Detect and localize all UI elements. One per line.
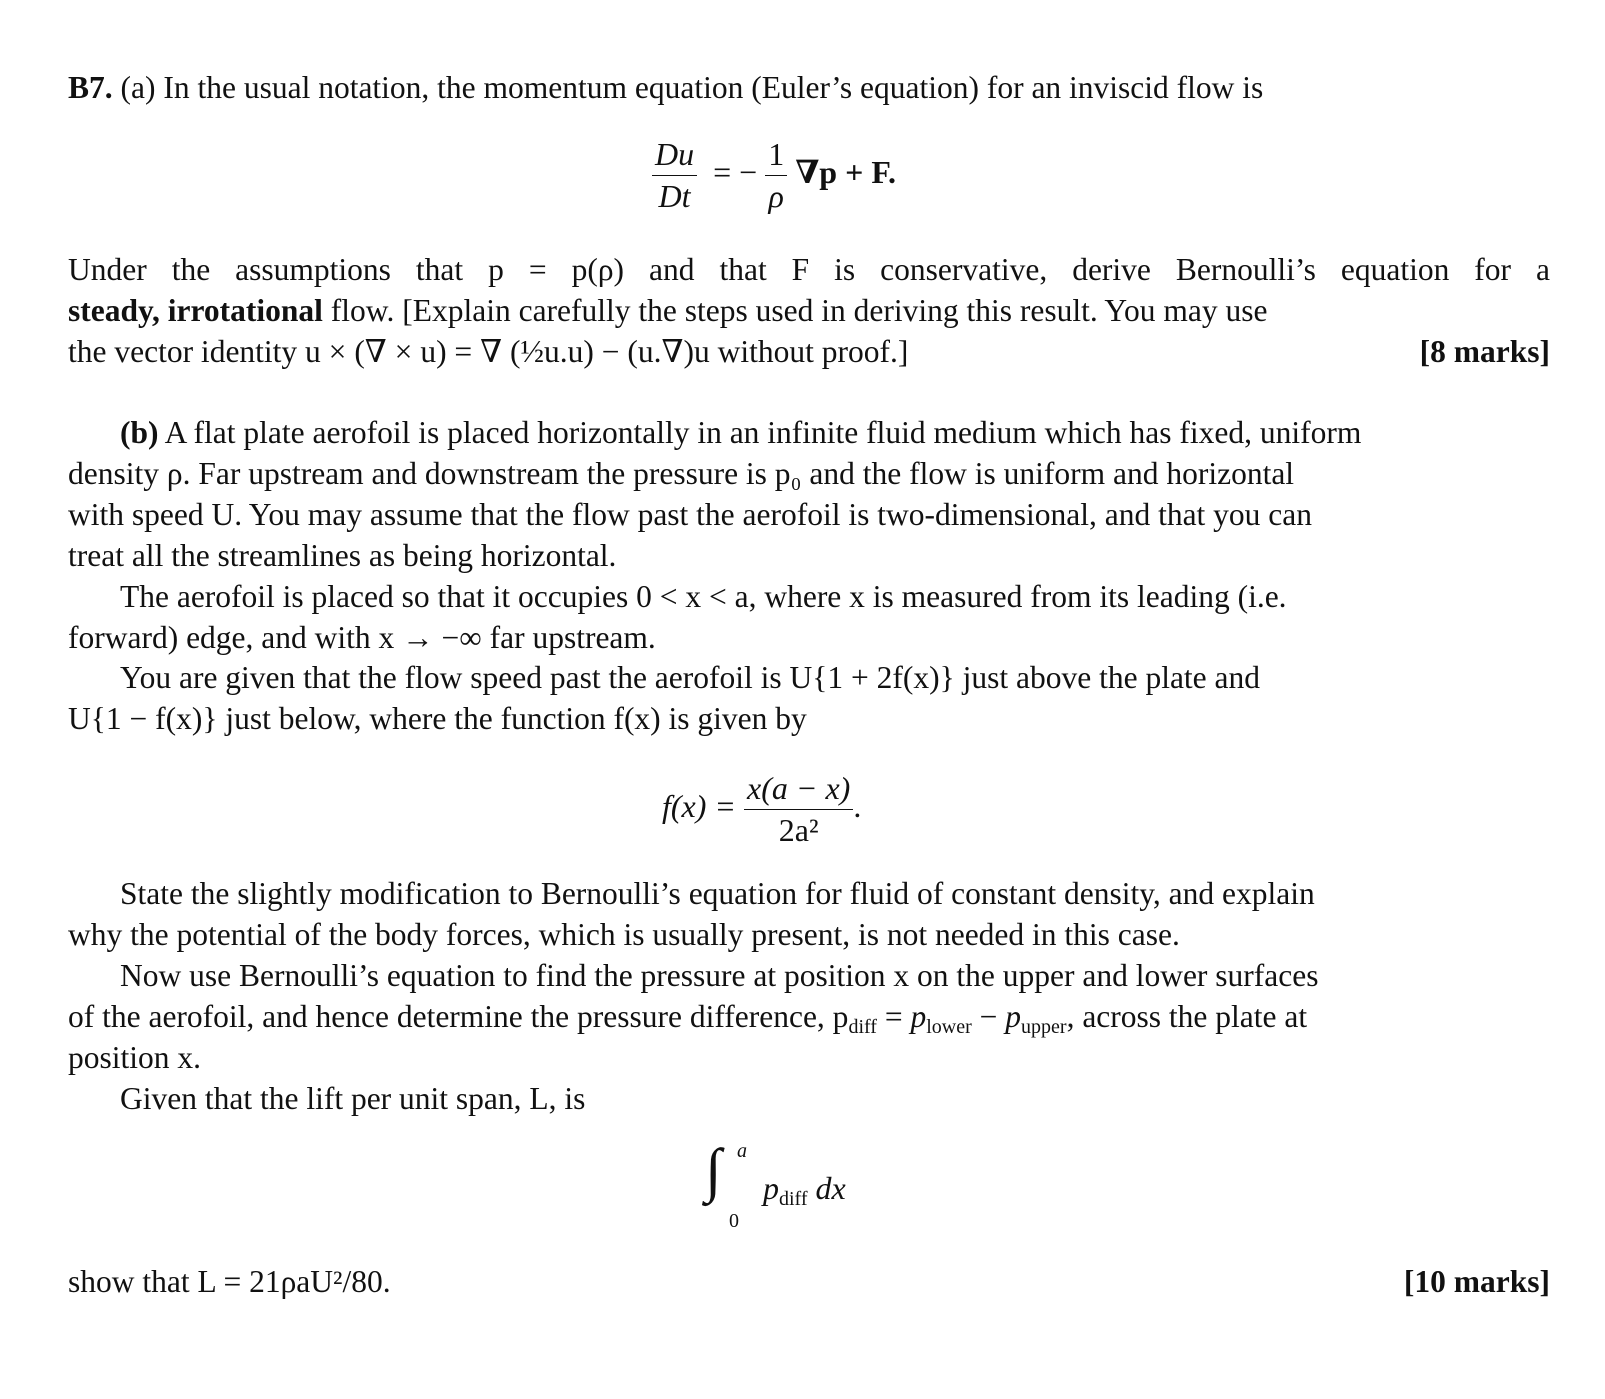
part-b-para5-2: position x. [68,1040,202,1075]
pdiff-sub: diff [848,1016,877,1038]
part-b-para6: Given that the lift per unit span, L, is [120,1081,586,1116]
plower-sub: lower [926,1016,972,1038]
part-b-para5-0: Now use Bernoulli’s equation to find the pressure at position x on the upper and lower surfaces [120,958,1319,993]
part-b-para1-3: treat all the streamlines as being horizontal. [68,538,617,573]
part-b-para3-0: You are given that the flow speed past the aerofoil is U{1 + 2f(x)} just above the plate and [120,660,1261,695]
part-b-para1-0: A flat plate aerofoil is placed horizontally in an infinite fluid medium which has fixed, uniform [164,415,1362,450]
euler-lhs-den: Dt [658,178,691,214]
part-b-para3-1: U{1 − f(x)} just below, where the function f(x) is given by [68,701,807,736]
pdiff-intro: of the aerofoil, and hence determine the pressure difference, p [68,999,849,1034]
integrand: p [763,1170,779,1206]
euler-rhs-rest: ∇p + F. [795,153,896,190]
f-den: 2a² [778,812,819,848]
pupper-sub: upper [1021,1016,1067,1038]
final-line [68,1261,1550,1303]
part-b-para2-1: forward) edge, and with x → −∞ far upstream. [68,620,656,655]
integral-upper: a [737,1140,747,1162]
part-a-marks: [8 marks] [1419,334,1550,369]
integrand-sub: diff [779,1188,808,1210]
part-b-label: (b) [120,415,159,450]
euler-rhs-num: 1 [765,136,787,176]
part-b-marks: [10 marks] [1403,1264,1550,1299]
euler-rhs-den: ρ [768,178,784,214]
vector-identity-text: the vector identity u × (∇ × u) = ∇ (½u.u) − (u.∇)u without proof.] [68,334,909,369]
euler-lhs-fraction [652,136,697,215]
part-b-para1-1: density ρ. Far upstream and downstream the pressure is p₀ and the flow is uniform and horizontal [68,456,1295,491]
f-fraction [744,770,853,849]
euler-rhs-fraction [765,136,787,215]
f-tail: . [853,787,862,824]
pdiff-tail: , across the plate at [1066,999,1308,1034]
part-a-line-3 [68,331,1550,373]
part-a-line-2-rest: flow. [Explain carefully the steps used in deriving this result. You may use [322,293,1268,328]
lift-integral [705,1137,885,1240]
show-that: show that L = 21ρaU²/80. [68,1264,391,1299]
euler-lhs-num: Du [652,136,697,176]
steady-irrotational: steady, irrotational [68,293,323,328]
part-a-line-1: Under the assumptions that p = p(ρ) and that F is conservative, derive Bernoulli’s equation for a [68,252,1550,287]
integral-dx: dx [815,1170,846,1206]
part-b-para4-0: State the slightly modification to Bernoulli’s equation for fluid of constant density, and explain [120,876,1315,911]
part-a-label: (a) [120,70,156,105]
integral-lower: 0 [729,1210,739,1232]
part-b-line-1 [120,412,1550,454]
f-lhs: f(x) = [662,787,736,824]
part-b-para1-2: with speed U. You may assume that the flow past the aerofoil is two-dimensional, and that you can [68,497,1313,532]
euler-equation: $\frac{Du}{Dt}$ = − $\frac{1}{\rho}$ ∇p + F. [652,136,896,215]
part-a-intro-line [68,67,1550,109]
part-a-intro: In the usual notation, the momentum equation (Euler’s equation) for an inviscid flow is [163,70,1264,105]
integral-sign: ∫ [705,1137,722,1203]
f-equation [662,770,861,849]
part-b-para2-0: The aerofoil is placed so that it occupies 0 < x < a, where x is measured from its leading (i.e. [120,579,1287,614]
part-a-line-2 [68,290,1550,332]
part-b-para5-1: of the aerofoil, and hence determine the pressure difference, $p_{diff} = p_{lower} - p_{upper}$, across the plate at [68,999,1308,1038]
question-number: B7. [68,70,113,105]
f-num: x(a − x) [744,770,853,810]
part-b-para4-1: why the potential of the body forces, which is usually present, is not needed in this case. [68,917,1180,952]
